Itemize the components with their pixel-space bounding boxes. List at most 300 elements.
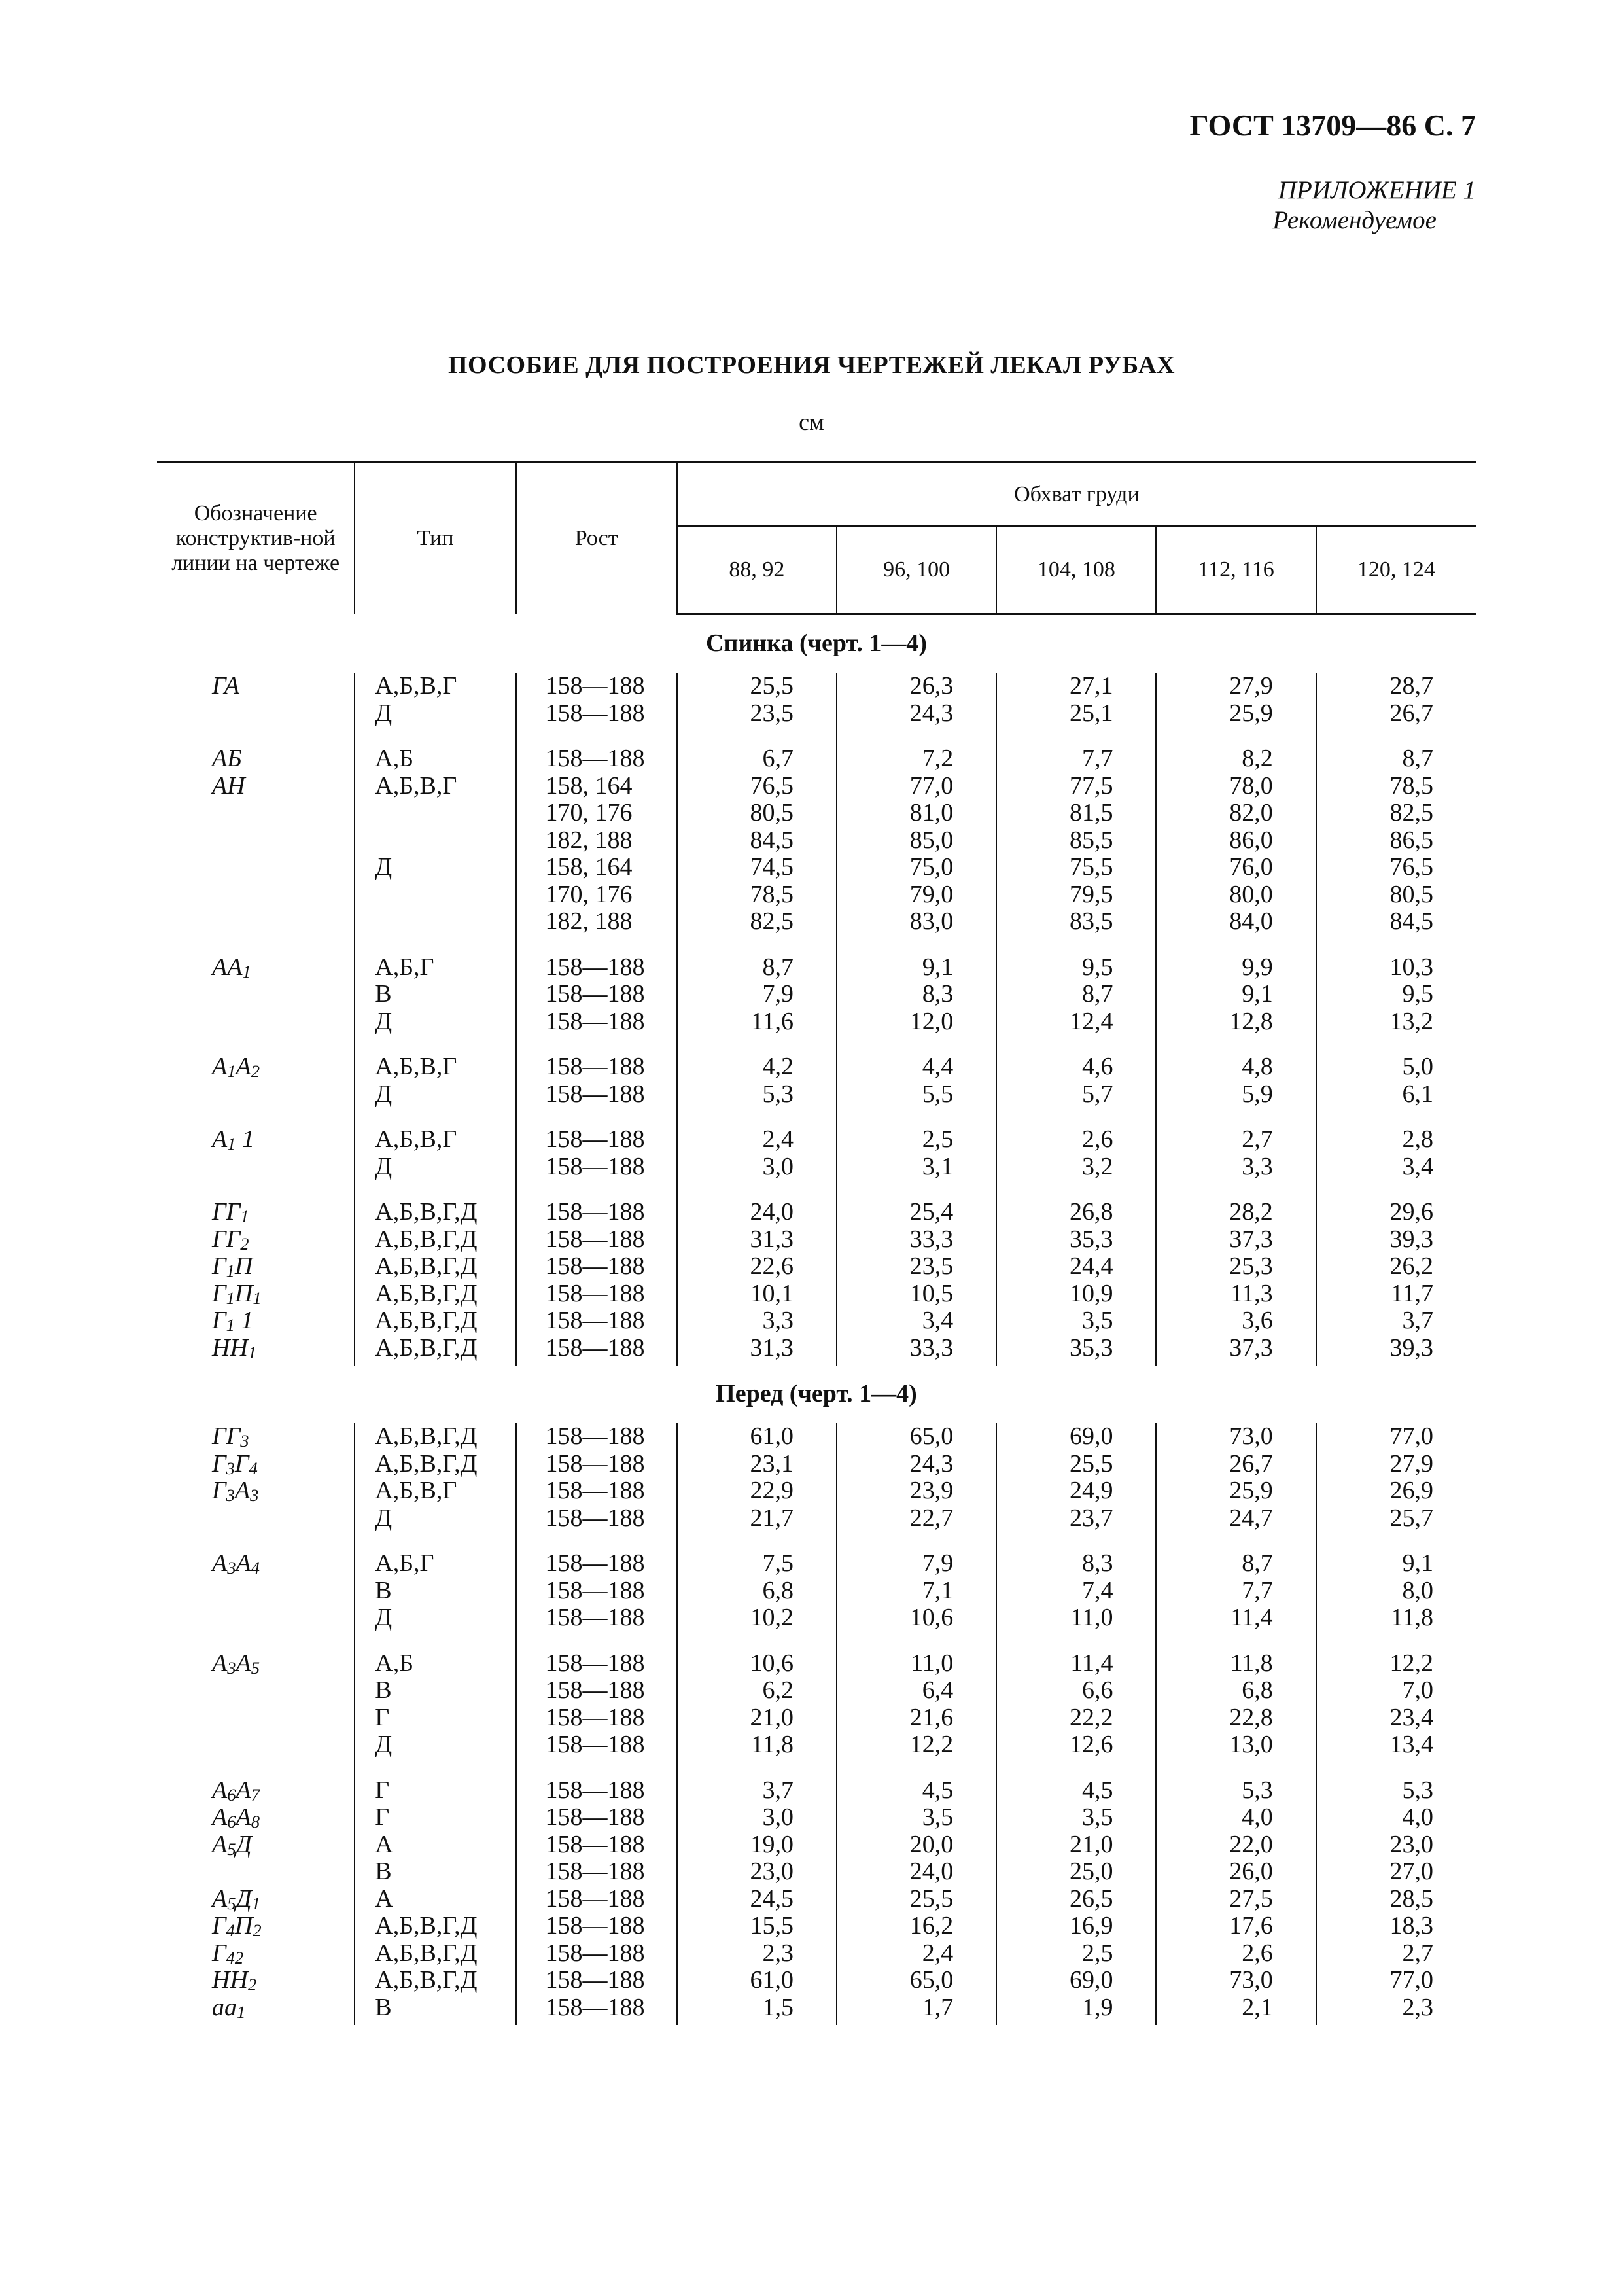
type-cell: А,Б — [355, 1632, 515, 1678]
value-cell: 12,4 — [996, 1008, 1156, 1036]
table-row — [157, 1477, 1476, 1505]
value-cell: 23,5 — [837, 1253, 996, 1280]
value-cell: 23,9 — [837, 1477, 996, 1505]
designation-cell: $Г_4П_2$ — [212, 1912, 262, 1940]
value-cell: 39,3 — [1316, 1335, 1476, 1362]
table-row — [157, 700, 1476, 728]
value-cell: 13,0 — [1156, 1731, 1316, 1759]
value-cell: 31,3 — [677, 1335, 837, 1362]
value-cell: 8,7 — [1156, 1532, 1316, 1578]
value-cell: 2,7 — [1156, 1108, 1316, 1154]
designation-cell: $АА_1$ — [212, 953, 251, 981]
value-cell: 3,1 — [837, 1154, 996, 1181]
value-cell: 2,3 — [1316, 1994, 1476, 2022]
value-cell: 16,9 — [996, 1913, 1156, 1940]
height-cell: 158—188 — [516, 1505, 677, 1532]
header-size: 120, 124 — [1316, 526, 1476, 614]
value-cell: 86,0 — [1156, 827, 1316, 855]
value-cell: 75,5 — [996, 854, 1156, 881]
value-cell: 5,3 — [677, 1081, 837, 1108]
value-cell: 11,4 — [1156, 1604, 1316, 1632]
value-cell: 76,0 — [1156, 854, 1316, 881]
value-cell: 78,5 — [1316, 773, 1476, 800]
table-row — [157, 1940, 1476, 1968]
header-size: 96, 100 — [837, 526, 996, 614]
table-row — [157, 854, 1476, 881]
value-cell: 4,5 — [996, 1759, 1156, 1805]
value-cell: 23,0 — [677, 1858, 837, 1886]
value-cell: 2,5 — [837, 1108, 996, 1154]
value-cell: 33,3 — [837, 1226, 996, 1254]
table-row — [157, 1505, 1476, 1532]
table-row — [157, 1967, 1476, 1994]
value-cell: 76,5 — [1316, 854, 1476, 881]
value-cell: 6,6 — [996, 1677, 1156, 1704]
value-cell: 27,9 — [1316, 1451, 1476, 1478]
designation-cell: АБ — [212, 745, 242, 772]
value-cell: 7,5 — [677, 1532, 837, 1578]
value-cell: 6,4 — [837, 1677, 996, 1704]
value-cell: 3,3 — [677, 1307, 837, 1335]
value-cell: 82,5 — [677, 908, 837, 936]
table-row — [157, 1451, 1476, 1478]
value-cell: 25,9 — [1156, 1477, 1316, 1505]
designation-cell: $Г_1П_1$ — [212, 1279, 262, 1308]
value-cell: 20,0 — [837, 1831, 996, 1859]
value-cell: 13,2 — [1316, 1008, 1476, 1036]
type-cell: А,Б,В,Г — [355, 1035, 515, 1081]
value-cell: 22,9 — [677, 1477, 837, 1505]
value-cell: 5,3 — [1316, 1759, 1476, 1805]
designation-cell — [157, 981, 355, 1008]
designation-cell — [157, 908, 355, 936]
value-cell: 37,3 — [1156, 1335, 1316, 1362]
value-cell: 17,6 — [1156, 1913, 1316, 1940]
type-cell: Д — [355, 1604, 515, 1632]
type-cell: А,Б,В,Г,Д — [355, 1940, 515, 1968]
header-height: Рост — [516, 463, 677, 614]
value-cell: 25,3 — [1156, 1253, 1316, 1280]
value-cell: 1,5 — [677, 1994, 837, 2022]
value-cell: 4,5 — [837, 1759, 996, 1805]
value-cell: 9,1 — [1156, 981, 1316, 1008]
value-cell: 10,9 — [996, 1280, 1156, 1308]
type-cell — [355, 827, 515, 855]
value-cell: 6,7 — [677, 727, 837, 773]
value-cell: 3,7 — [677, 1759, 837, 1805]
height-cell: 158—188 — [516, 1604, 677, 1632]
table-row — [157, 1804, 1476, 1831]
table-row — [157, 800, 1476, 827]
value-cell: 4,2 — [677, 1035, 837, 1081]
value-cell: 23,7 — [996, 1505, 1156, 1532]
header-designation: Обозначение конструктив-ной линии на чертеже — [157, 463, 355, 614]
value-cell: 84,5 — [677, 827, 837, 855]
header-girth: Обхват груди — [677, 463, 1476, 527]
value-cell: 3,4 — [837, 1307, 996, 1335]
value-cell: 11,7 — [1316, 1280, 1476, 1308]
table-row — [157, 673, 1476, 700]
type-cell: А,Б,В,Г — [355, 1477, 515, 1505]
height-cell: 158—188 — [516, 1704, 677, 1732]
height-cell: 158—188 — [516, 1886, 677, 1913]
value-cell: 3,7 — [1316, 1307, 1476, 1335]
value-cell: 26,9 — [1316, 1477, 1476, 1505]
value-cell: 77,0 — [1316, 1423, 1476, 1451]
type-cell: А,Б,Г — [355, 936, 515, 981]
value-cell: 7,1 — [837, 1578, 996, 1605]
height-cell: 158—188 — [516, 1677, 677, 1704]
value-cell: 79,5 — [996, 881, 1156, 909]
designation-cell: $А_3А_5$ — [212, 1649, 260, 1678]
table-body — [157, 614, 1476, 2026]
value-cell: 12,0 — [837, 1008, 996, 1036]
value-cell: 74,5 — [677, 854, 837, 881]
table-row — [157, 827, 1476, 855]
value-cell: 3,5 — [996, 1307, 1156, 1335]
type-cell: Д — [355, 700, 515, 728]
value-cell: 69,0 — [996, 1967, 1156, 1994]
height-cell: 158—188 — [516, 1967, 677, 1994]
type-cell: А,Б,Г — [355, 1532, 515, 1578]
standard-header: ГОСТ 13709—86 С. 7 — [1189, 109, 1476, 142]
value-cell: 24,3 — [837, 1451, 996, 1478]
value-cell: 24,0 — [677, 1180, 837, 1226]
value-cell: 61,0 — [677, 1967, 837, 1994]
value-cell: 82,0 — [1156, 800, 1316, 827]
type-cell: Д — [355, 1081, 515, 1108]
table-row — [157, 1704, 1476, 1732]
value-cell: 7,9 — [677, 981, 837, 1008]
type-cell: В — [355, 1677, 515, 1704]
value-cell: 11,6 — [677, 1008, 837, 1036]
designation-cell: $Г_3А_3$ — [212, 1477, 259, 1505]
type-cell: А,Б,В,Г,Д — [355, 1451, 515, 1478]
table-row — [157, 936, 1476, 981]
value-cell: 81,0 — [837, 800, 996, 827]
designation-cell — [157, 1505, 355, 1532]
value-cell: 11,3 — [1156, 1280, 1316, 1308]
designation-cell: $А_6А_7$ — [212, 1776, 260, 1805]
value-cell: 24,3 — [837, 700, 996, 728]
height-cell: 158—188 — [516, 1578, 677, 1605]
value-cell: 5,0 — [1316, 1035, 1476, 1081]
value-cell: 1,9 — [996, 1994, 1156, 2022]
value-cell: 25,5 — [837, 1886, 996, 1913]
height-cell: 182, 188 — [516, 908, 677, 936]
value-cell: 24,0 — [837, 1858, 996, 1886]
table-row — [157, 1831, 1476, 1859]
value-cell: 7,2 — [837, 727, 996, 773]
value-cell: 2,4 — [837, 1940, 996, 1968]
value-cell: 25,4 — [837, 1180, 996, 1226]
height-cell: 158—188 — [516, 1035, 677, 1081]
height-cell: 158—188 — [516, 1759, 677, 1805]
designation-cell: $А_1$ 1 — [212, 1125, 255, 1154]
type-cell — [355, 800, 515, 827]
value-cell: 2,8 — [1316, 1108, 1476, 1154]
header-size: 112, 116 — [1156, 526, 1316, 614]
value-cell: 9,1 — [1316, 1532, 1476, 1578]
height-cell: 170, 176 — [516, 881, 677, 909]
value-cell: 31,3 — [677, 1226, 837, 1254]
value-cell: 2,1 — [1156, 1994, 1316, 2022]
height-cell: 158—188 — [516, 1180, 677, 1226]
type-cell: А — [355, 1831, 515, 1859]
height-cell: 158—188 — [516, 1831, 677, 1859]
value-cell: 37,3 — [1156, 1226, 1316, 1254]
type-cell: А — [355, 1886, 515, 1913]
value-cell: 7,4 — [996, 1578, 1156, 1605]
designation-cell — [157, 1677, 355, 1704]
height-cell: 158—188 — [516, 1632, 677, 1678]
designation-cell: $Г_3Г_4$ — [212, 1449, 258, 1478]
designation-cell: $А_5Д_1$ — [212, 1884, 260, 1913]
type-cell: Г — [355, 1804, 515, 1831]
height-cell: 158—188 — [516, 673, 677, 700]
type-cell: А,Б,В,Г,Д — [355, 1253, 515, 1280]
height-cell: 158—188 — [516, 1108, 677, 1154]
designation-cell — [157, 800, 355, 827]
table-row — [157, 773, 1476, 800]
value-cell: 84,5 — [1316, 908, 1476, 936]
type-cell: В — [355, 981, 515, 1008]
value-cell: 81,5 — [996, 800, 1156, 827]
value-cell: 10,2 — [677, 1604, 837, 1632]
value-cell: 65,0 — [837, 1423, 996, 1451]
table-row — [157, 908, 1476, 936]
height-cell: 158—188 — [516, 1913, 677, 1940]
value-cell: 8,3 — [996, 1532, 1156, 1578]
value-cell: 76,5 — [677, 773, 837, 800]
table-row — [157, 1578, 1476, 1605]
section-spacer — [157, 2021, 1476, 2025]
type-cell — [355, 881, 515, 909]
table-row — [157, 1886, 1476, 1913]
value-cell: 18,3 — [1316, 1913, 1476, 1940]
value-cell: 10,3 — [1316, 936, 1476, 981]
value-cell: 11,0 — [837, 1632, 996, 1678]
type-cell: А,Б,В,Г,Д — [355, 1423, 515, 1451]
value-cell: 21,6 — [837, 1704, 996, 1732]
value-cell: 26,0 — [1156, 1858, 1316, 1886]
value-cell: 9,5 — [996, 936, 1156, 981]
value-cell: 22,7 — [837, 1505, 996, 1532]
value-cell: 7,9 — [837, 1532, 996, 1578]
value-cell: 8,3 — [837, 981, 996, 1008]
value-cell: 65,0 — [837, 1967, 996, 1994]
value-cell: 11,8 — [1156, 1632, 1316, 1678]
value-cell: 2,6 — [1156, 1940, 1316, 1968]
value-cell: 11,8 — [677, 1731, 837, 1759]
height-cell: 158—188 — [516, 1804, 677, 1831]
designation-cell — [157, 1604, 355, 1632]
designation-cell — [157, 1578, 355, 1605]
table-row — [157, 1335, 1476, 1362]
value-cell: 84,0 — [1156, 908, 1316, 936]
value-cell: 27,5 — [1156, 1886, 1316, 1913]
value-cell: 21,7 — [677, 1505, 837, 1532]
value-cell: 5,3 — [1156, 1759, 1316, 1805]
table-row — [157, 881, 1476, 909]
value-cell: 4,8 — [1156, 1035, 1316, 1081]
height-cell: 158—188 — [516, 1731, 677, 1759]
value-cell: 35,3 — [996, 1226, 1156, 1254]
value-cell: 73,0 — [1156, 1967, 1316, 1994]
value-cell: 3,5 — [996, 1804, 1156, 1831]
section-header-row — [157, 1366, 1476, 1423]
appendix-title: ПРИЛОЖЕНИЕ 1 — [1278, 176, 1476, 204]
document-title: ПОСОБИЕ ДЛЯ ПОСТРОЕНИЯ ЧЕРТЕЖЕЙ ЛЕКАЛ РУБАХ — [447, 351, 1176, 379]
height-cell: 158—188 — [516, 1532, 677, 1578]
value-cell: 7,7 — [1156, 1578, 1316, 1605]
height-cell: 158—188 — [516, 1994, 677, 2022]
height-cell: 158, 164 — [516, 854, 677, 881]
value-cell: 10,6 — [837, 1604, 996, 1632]
table-row — [157, 1008, 1476, 1036]
designation-cell: $ГГ_1$ — [212, 1198, 249, 1226]
value-cell: 23,5 — [677, 700, 837, 728]
table-row — [157, 1180, 1476, 1226]
value-cell: 19,0 — [677, 1831, 837, 1859]
type-cell: А,Б,В,Г,Д — [355, 1307, 515, 1335]
value-cell: 80,0 — [1156, 881, 1316, 909]
value-cell: 12,6 — [996, 1731, 1156, 1759]
type-cell: В — [355, 1994, 515, 2022]
value-cell: 2,3 — [677, 1940, 837, 1968]
height-cell: 158—188 — [516, 1451, 677, 1478]
value-cell: 24,4 — [996, 1253, 1156, 1280]
value-cell: 6,1 — [1316, 1081, 1476, 1108]
value-cell: 26,7 — [1316, 700, 1476, 728]
pattern-table — [157, 461, 1476, 2025]
height-cell: 158—188 — [516, 1226, 677, 1254]
value-cell: 22,6 — [677, 1253, 837, 1280]
height-cell: 158—188 — [516, 1008, 677, 1036]
designation-cell: $аа_1$ — [212, 1993, 246, 2022]
height-cell: 158—188 — [516, 1253, 677, 1280]
value-cell: 2,4 — [677, 1108, 837, 1154]
value-cell: 7,7 — [996, 727, 1156, 773]
value-cell: 9,9 — [1156, 936, 1316, 981]
appendix-block — [1272, 175, 1476, 236]
designation-cell: $Г_1$ 1 — [212, 1307, 254, 1335]
value-cell: 4,4 — [837, 1035, 996, 1081]
value-cell: 82,5 — [1316, 800, 1476, 827]
designation-cell — [157, 827, 355, 855]
table-row — [157, 1913, 1476, 1940]
value-cell: 21,0 — [677, 1704, 837, 1732]
value-cell: 2,5 — [996, 1940, 1156, 1968]
value-cell: 12,2 — [837, 1731, 996, 1759]
value-cell: 80,5 — [1316, 881, 1476, 909]
table-row — [157, 1677, 1476, 1704]
value-cell: 10,6 — [677, 1632, 837, 1678]
value-cell: 26,8 — [996, 1180, 1156, 1226]
value-cell: 5,9 — [1156, 1081, 1316, 1108]
value-cell: 26,2 — [1316, 1253, 1476, 1280]
value-cell: 3,6 — [1156, 1307, 1316, 1335]
value-cell: 11,8 — [1316, 1604, 1476, 1632]
type-cell: Д — [355, 1505, 515, 1532]
value-cell: 8,2 — [1156, 727, 1316, 773]
type-cell: А,Б,В,Г,Д — [355, 1913, 515, 1940]
designation-cell: ГА — [212, 672, 239, 699]
height-cell: 158—188 — [516, 1477, 677, 1505]
value-cell: 6,8 — [1156, 1677, 1316, 1704]
table-row — [157, 1858, 1476, 1886]
type-cell: А,Б,В,Г — [355, 673, 515, 700]
designation-cell — [157, 854, 355, 881]
height-cell: 158—188 — [516, 700, 677, 728]
height-cell: 158—188 — [516, 1307, 677, 1335]
value-cell: 24,5 — [677, 1886, 837, 1913]
value-cell: 9,5 — [1316, 981, 1476, 1008]
value-cell: 85,0 — [837, 827, 996, 855]
designation-cell: $ГГ_2$ — [212, 1225, 249, 1254]
header-size: 104, 108 — [996, 526, 1156, 614]
value-cell: 27,0 — [1316, 1858, 1476, 1886]
value-cell: 25,7 — [1316, 1505, 1476, 1532]
value-cell: 27,9 — [1156, 673, 1316, 700]
designation-cell — [157, 1704, 355, 1732]
value-cell: 77,0 — [837, 773, 996, 800]
height-cell: 158—188 — [516, 727, 677, 773]
value-cell: 6,8 — [677, 1578, 837, 1605]
value-cell: 26,5 — [996, 1886, 1156, 1913]
designation-cell — [157, 1731, 355, 1759]
designation-cell: $А_3А_4$ — [212, 1549, 260, 1578]
value-cell: 23,1 — [677, 1451, 837, 1478]
value-cell: 10,1 — [677, 1280, 837, 1308]
type-cell — [355, 908, 515, 936]
table-row — [157, 1253, 1476, 1280]
table-row — [157, 1307, 1476, 1335]
height-cell: 158—188 — [516, 936, 677, 981]
designation-cell — [157, 1081, 355, 1108]
value-cell: 3,0 — [677, 1154, 837, 1181]
type-cell: Д — [355, 1154, 515, 1181]
value-cell: 3,0 — [677, 1804, 837, 1831]
designation-cell: $А_6А_8$ — [212, 1803, 260, 1831]
designation-cell: АН — [212, 771, 245, 800]
value-cell: 78,5 — [677, 881, 837, 909]
value-cell: 80,5 — [677, 800, 837, 827]
height-cell: 158—188 — [516, 1154, 677, 1181]
height-cell: 158—188 — [516, 1081, 677, 1108]
value-cell: 28,2 — [1156, 1180, 1316, 1226]
section-header-row — [157, 614, 1476, 673]
value-cell: 24,9 — [996, 1477, 1156, 1505]
value-cell: 8,7 — [1316, 727, 1476, 773]
height-cell: 182, 188 — [516, 827, 677, 855]
height-cell: 158—188 — [516, 1280, 677, 1308]
value-cell: 29,6 — [1316, 1180, 1476, 1226]
value-cell: 26,7 — [1156, 1451, 1316, 1478]
designation-cell — [157, 1858, 355, 1886]
designation-cell: $НН_2$ — [212, 1966, 257, 1994]
value-cell: 27,1 — [996, 673, 1156, 700]
value-cell: 22,0 — [1156, 1831, 1316, 1859]
designation-cell — [157, 1154, 355, 1181]
designation-cell — [157, 700, 355, 728]
value-cell: 39,3 — [1316, 1226, 1476, 1254]
value-cell: 75,0 — [837, 854, 996, 881]
value-cell: 8,7 — [996, 981, 1156, 1008]
designation-cell: $Г_1П$ — [212, 1252, 253, 1280]
value-cell: 85,5 — [996, 827, 1156, 855]
value-cell: 9,1 — [837, 936, 996, 981]
